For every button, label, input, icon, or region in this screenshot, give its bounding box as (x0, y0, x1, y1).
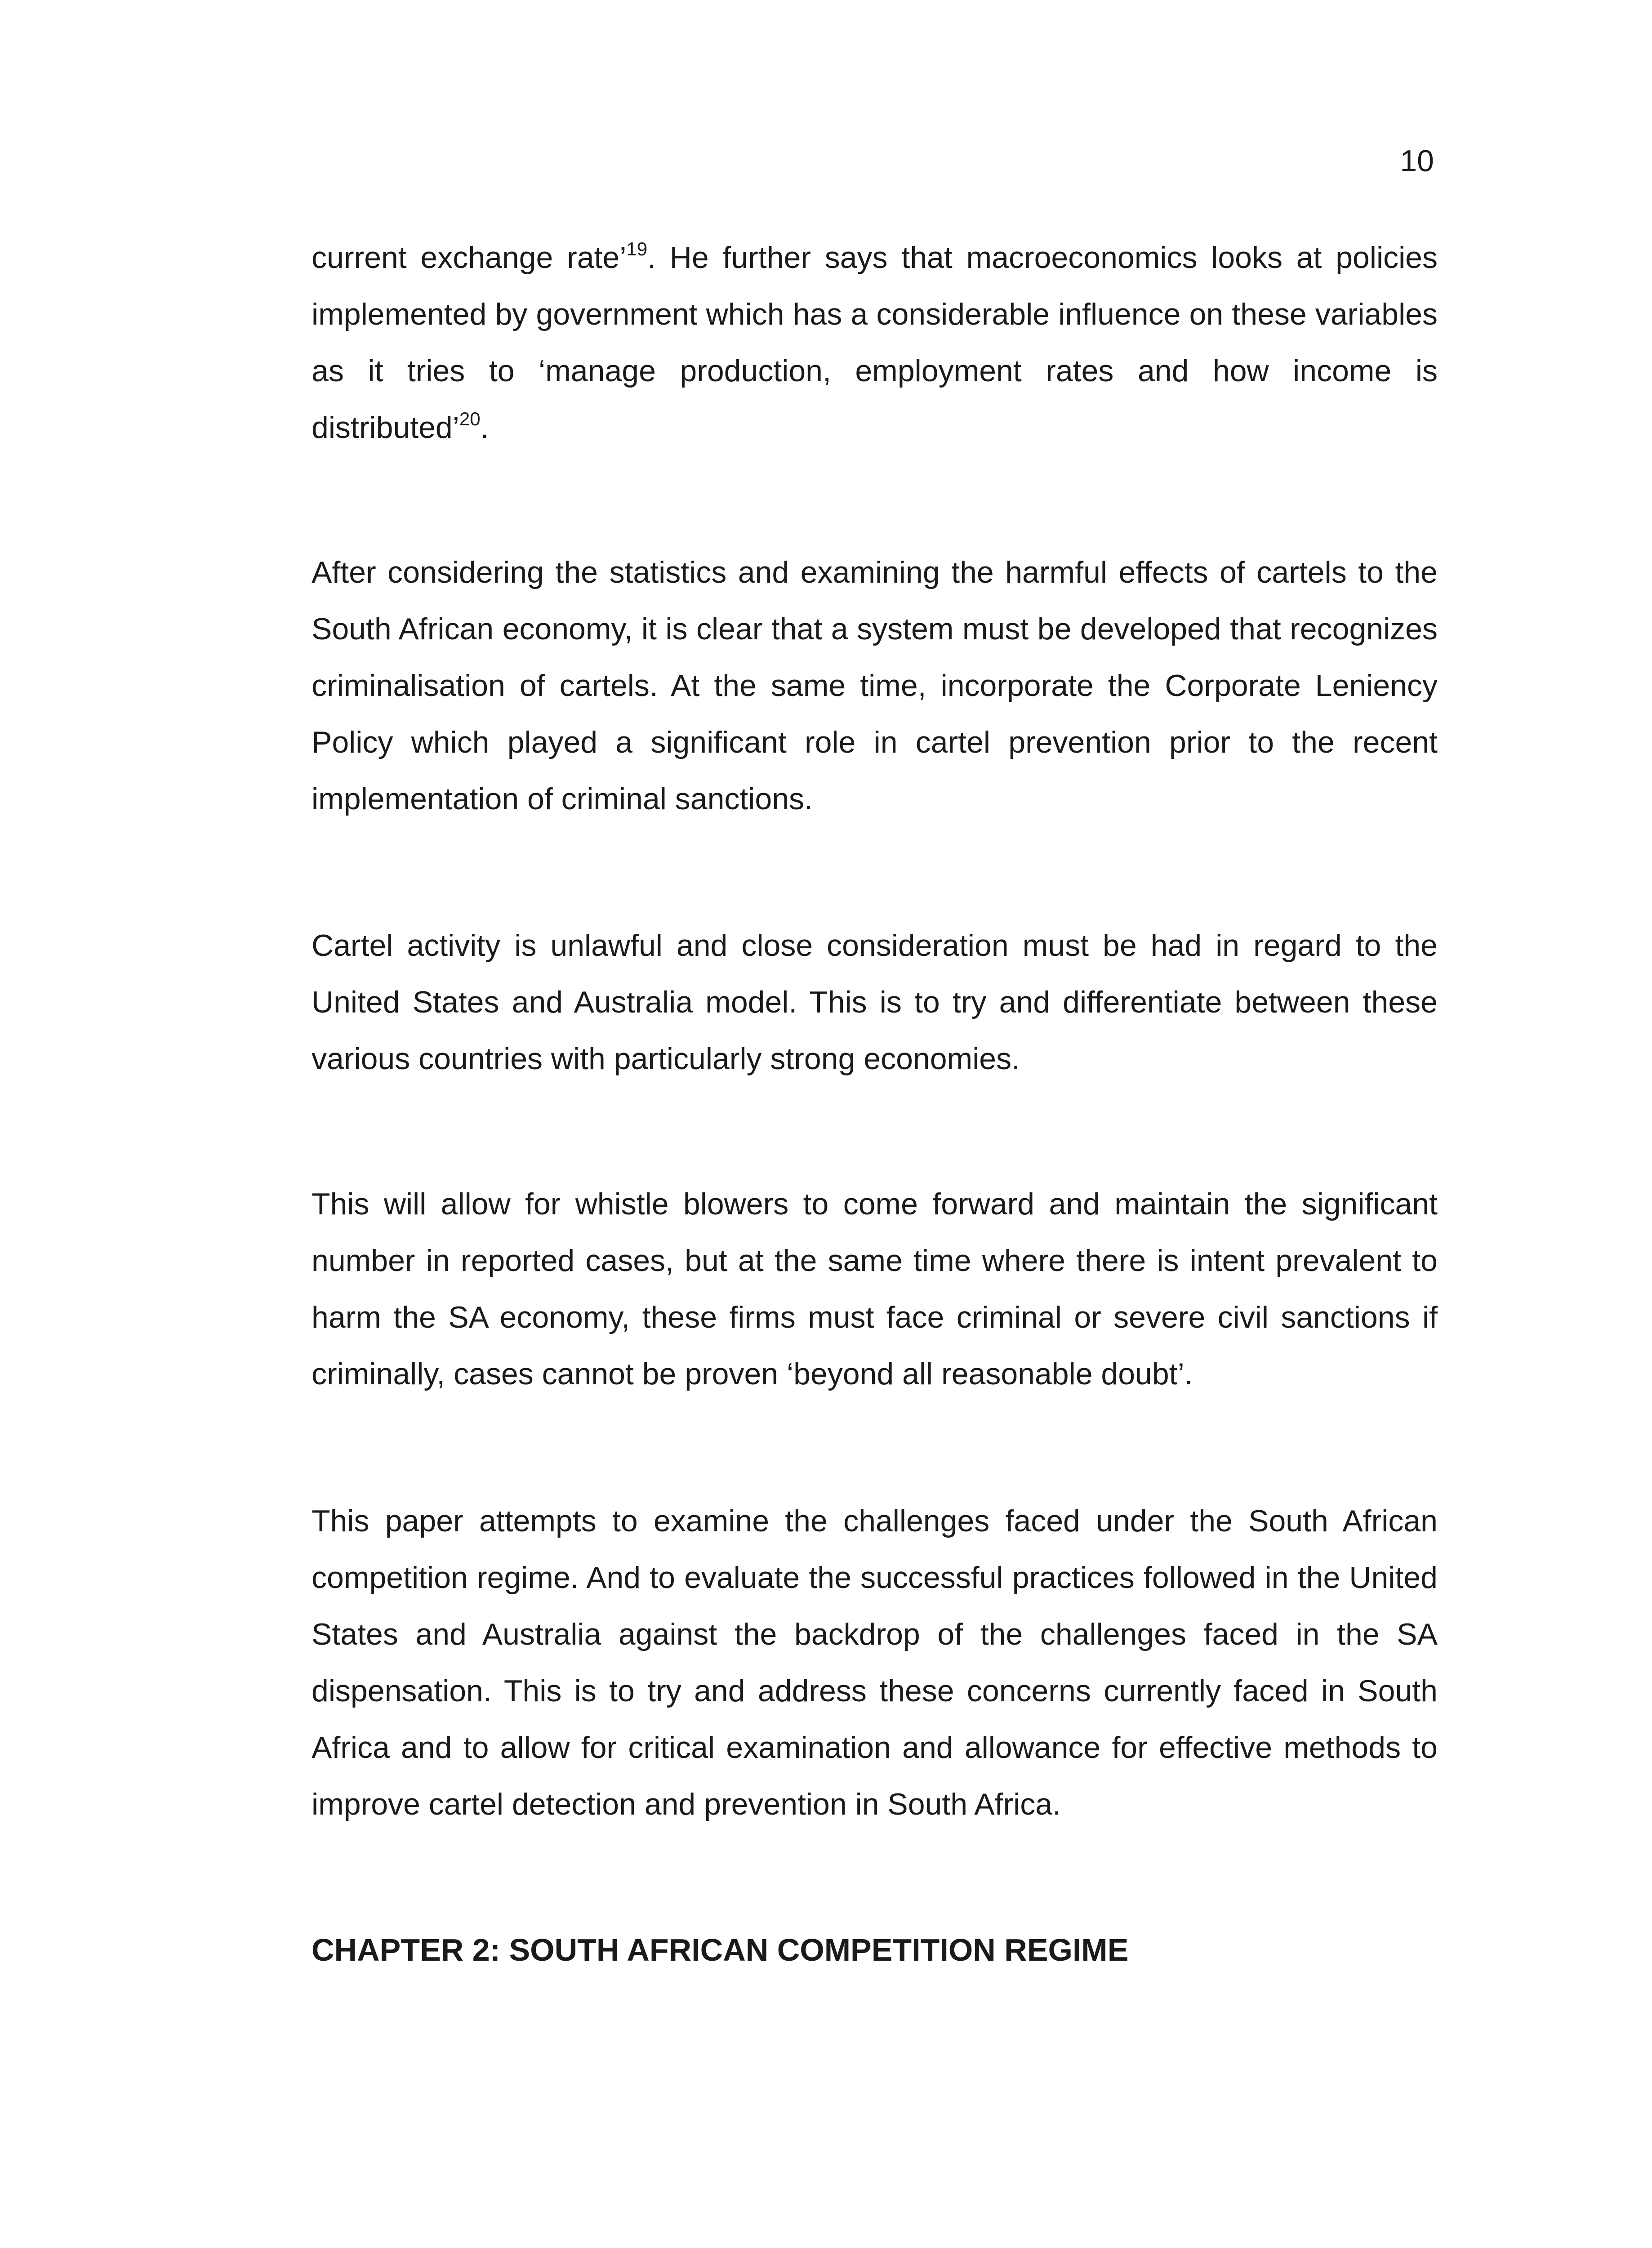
paragraph-text: . (480, 410, 489, 445)
paragraph-text: This paper attempts to examine the challenges faced under the South African competition regime. And to evaluate the successful practices followed in the United States and Australia against the backdrop of the challenges faced in the SA dispensation. This is to try and address these concerns currently faced in South Africa and to allow for critical examination and allowance for effective methods to improve cartel detection and prevention in South Africa. (312, 1504, 1438, 1821)
paragraph-criminalisation (312, 544, 1438, 827)
page-number: 10 (1400, 144, 1434, 178)
footnote-ref-19[interactable]: 19 (626, 238, 648, 259)
paragraph-text: After considering the statistics and examining the harmful effects of cartels to the South African economy, it is clear that a system must be developed that recognizes criminalisation of cartels. At the same time, incorporate the Corporate Leniency Policy which played a significant role in cartel prevention prior to the recent implementation of criminal sanctions. (312, 555, 1438, 816)
footnote-ref-20[interactable]: 20 (459, 408, 481, 429)
paragraph-macroeconomics (312, 229, 1438, 456)
paragraph-text: This will allow for whistle blowers to come forward and maintain the significant number in reported cases, but at the same time where there is intent prevalent to harm the SA economy, these firms must face criminal or severe civil sanctions if criminally, cases cannot be proven ‘beyond all reasonable doubt’. (312, 1187, 1438, 1391)
paragraph-whistle-blowers (312, 1176, 1438, 1402)
paragraph-text: current exchange rate’ (312, 241, 627, 275)
chapter-heading: CHAPTER 2: SOUTH AFRICAN COMPETITION REGIME (312, 1932, 1129, 1967)
paragraph-text: Cartel activity is unlawful and close consideration must be had in regard to the United States and Australia model. This is to try and differentiate between these various countries with particularly strong economies. (312, 928, 1438, 1076)
paragraph-text: . He further says that macroeconomics looks at policies implemented by government which has a considerable influence on these variables as it tries to ‘manage production, employment rates and how income is distributed’ (312, 241, 1438, 445)
paragraph-paper-aims (312, 1493, 1438, 1833)
paragraph-cartel-activity (312, 917, 1438, 1087)
